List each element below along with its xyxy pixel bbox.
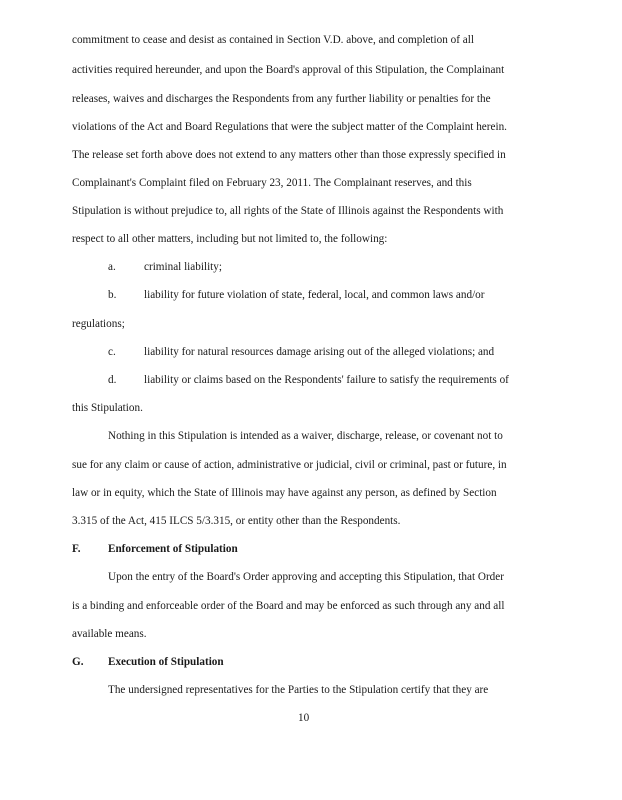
body-text-line: The release set forth above does not extend to any matters other than those expressly specified in (72, 149, 506, 161)
list-item: liability for natural resources damage arising out of the alleged violations; and (144, 346, 495, 358)
section-heading: Execution of Stipulation (108, 656, 224, 668)
body-text-line: law or in equity, which the State of Illinois may have against any person, as defined by Section (72, 487, 497, 499)
body-text-line: Nothing in this Stipulation is intended as a waiver, discharge, release, or covenant not to (108, 430, 503, 442)
body-text-line: Stipulation is without prejudice to, all rights of the State of Illinois against the Respondents with (72, 205, 504, 217)
body-text-line: sue for any claim or cause of action, administrative or judicial, civil or criminal, past or future, in (72, 459, 507, 471)
list-item-continuation: regulations; (72, 318, 125, 330)
list-item-continuation: this Stipulation. (72, 402, 143, 414)
list-item: liability for future violation of state, federal, local, and common laws and/or (144, 289, 485, 301)
page-number: 10 (298, 712, 310, 724)
body-text-line: Complainant's Complaint filed on February 23, 2011. The Complainant reserves, and this (72, 177, 472, 189)
body-text-line: Upon the entry of the Board's Order approving and accepting this Stipulation, that Order (108, 571, 504, 583)
body-text-line: activities required hereunder, and upon the Board's approval of this Stipulation, the Complainant (72, 64, 505, 76)
body-text-line: is a binding and enforceable order of the Board and may be enforced as such through any and all (72, 600, 505, 612)
body-text-line: commitment to cease and desist as contained in Section V.D. above, and completion of all (72, 34, 474, 46)
section-letter: F. (72, 543, 81, 555)
list-item: criminal liability; (144, 261, 222, 273)
body-text-line: violations of the Act and Board Regulations that were the subject matter of the Complaint herein. (72, 121, 507, 133)
list-marker: a. (108, 261, 116, 273)
list-marker: c. (108, 346, 116, 358)
body-text-line: releases, waives and discharges the Respondents from any further liability or penalties for the (72, 93, 491, 105)
list-item: liability or claims based on the Respondents' failure to satisfy the requirements of (144, 374, 509, 386)
list-marker: d. (108, 374, 117, 386)
body-text-line: The undersigned representatives for the Parties to the Stipulation certify that they are (108, 684, 489, 696)
body-text-line: available means. (72, 628, 147, 640)
section-heading: Enforcement of Stipulation (108, 543, 238, 555)
body-text-line: 3.315 of the Act, 415 ILCS 5/3.315, or entity other than the Respondents. (72, 515, 401, 527)
list-marker: b. (108, 289, 117, 301)
section-letter: G. (72, 656, 84, 668)
body-text-line: respect to all other matters, including but not limited to, the following: (72, 233, 388, 245)
